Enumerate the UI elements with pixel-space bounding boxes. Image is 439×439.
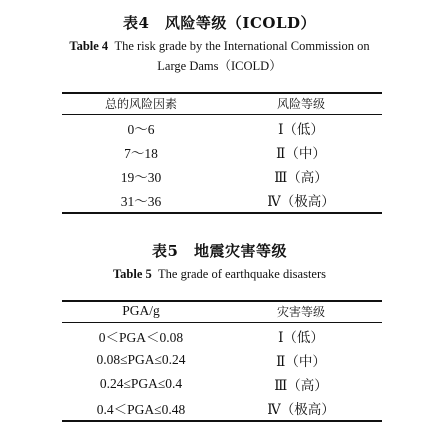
table5-cell-grade: Ⅱ（中）: [276, 354, 326, 370]
table4-title-en-line2: Large Dams（ICOLD）: [157, 59, 282, 73]
table5-header-rule: [62, 322, 382, 323]
table4-cell-range: 19～30: [120, 170, 162, 185]
table5-header-grade: 灾害等级: [276, 304, 325, 319]
table5-bottom-rule: [62, 420, 382, 422]
table5-body: [62, 324, 382, 420]
table-row: [62, 348, 382, 372]
table4-header-row: [62, 94, 382, 112]
table4-cell-grade: Ⅱ（中）: [276, 146, 326, 162]
table4: [62, 94, 382, 112]
table5-title-en: [0, 264, 439, 284]
table5-cell-pga: 0＜PGA＜0.08: [98, 330, 184, 345]
table4-cell-grade: Ⅲ（高）: [274, 170, 328, 186]
table5-cell-pga: 0.4＜PGA≤0.48: [96, 402, 186, 417]
table4-bottom-rule: [62, 212, 382, 214]
table5: [62, 302, 382, 320]
table4-header-grade: 风险等级: [276, 96, 325, 111]
table5-title-cn: 表5 地震灾害等级: [152, 242, 287, 260]
table4-title-cn: 表4 风险等级（ICOLD）: [122, 14, 316, 32]
table-row: [62, 396, 382, 420]
table4-title-en-prefix: Table 4: [69, 39, 109, 53]
table5-title-en-line1: The grade of earthquake disasters: [158, 267, 327, 281]
table5-cell-grade: Ⅰ（低）: [278, 330, 324, 346]
table-row: [62, 140, 382, 164]
table4-cell-grade: Ⅰ（低）: [278, 122, 324, 138]
table4-cell-range: 31～36: [120, 194, 162, 209]
table-row: [62, 324, 382, 348]
table4-header-factor: 总的风险因素: [104, 96, 177, 111]
table-row: [62, 164, 382, 188]
table4-header-rule: [62, 114, 382, 115]
table-row: [62, 372, 382, 396]
table4-cell-range: 0～6: [127, 122, 155, 137]
table5-title-en-prefix: Table 5: [112, 267, 152, 281]
table5-header-pga: PGA/g: [122, 303, 160, 318]
table-row: [62, 188, 382, 212]
table4-cell-grade: Ⅳ（极高）: [267, 194, 335, 210]
table5-header-row: [62, 302, 382, 320]
table4-cell-range: 7～18: [124, 146, 158, 161]
table4-body: [62, 116, 382, 212]
table5-cell-grade: Ⅳ（极高）: [267, 402, 335, 418]
table-row: [62, 116, 382, 140]
table4-title-en-line1: The risk grade by the International Commission on: [114, 39, 370, 53]
table5-cell-grade: Ⅲ（高）: [274, 378, 328, 394]
table5-cell-pga: 0.24≤PGA≤0.4: [99, 376, 183, 391]
table5-cell-pga: 0.08≤PGA≤0.24: [96, 352, 186, 367]
table4-title-en: [0, 36, 439, 76]
